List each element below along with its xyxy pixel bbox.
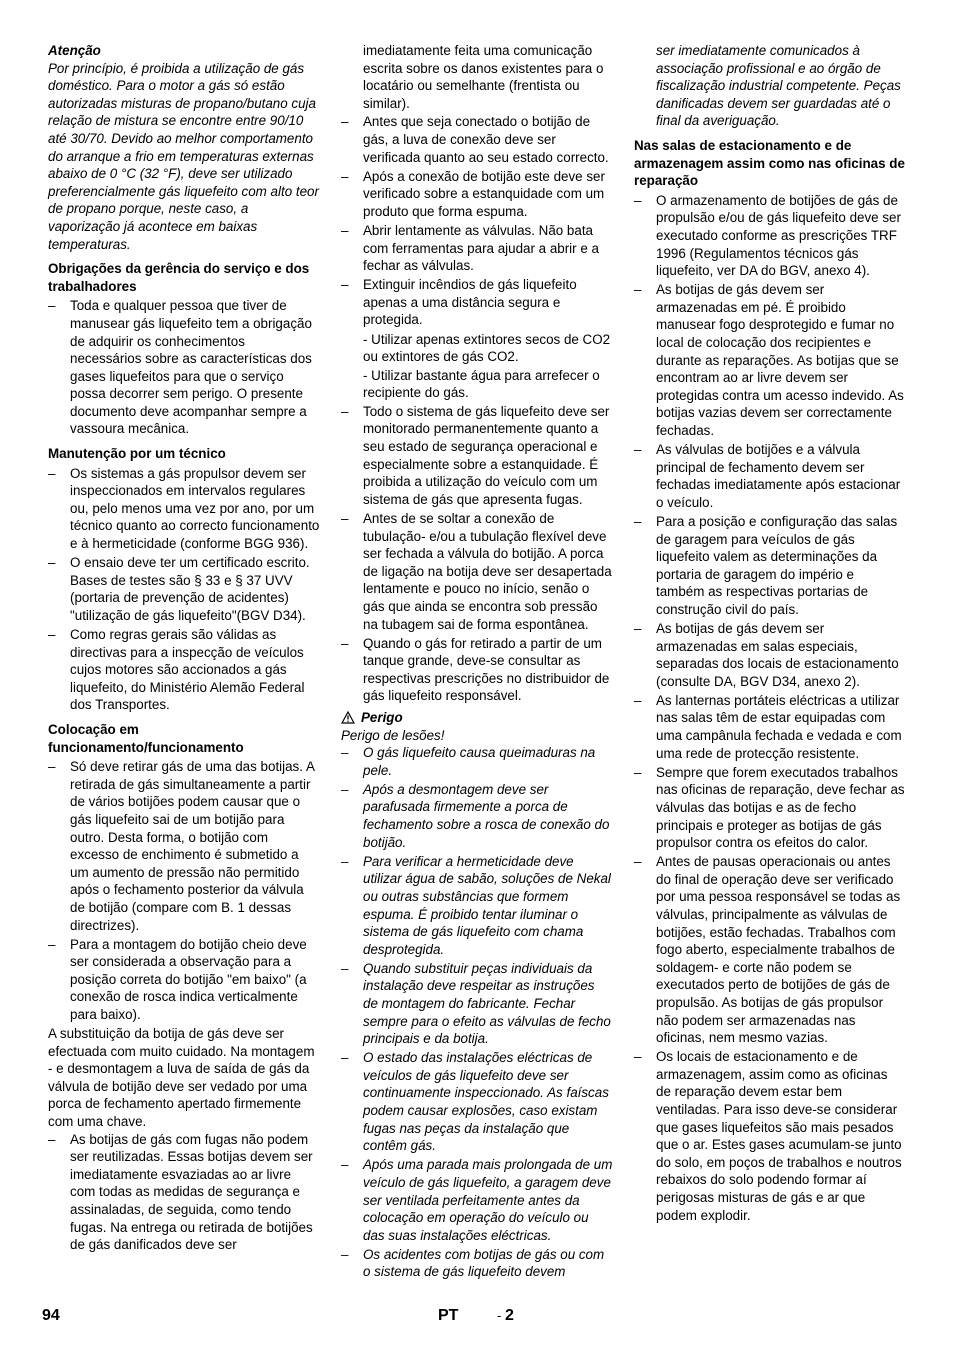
list-item: – As botijas de gás com fugas não podem ser reutilizadas. Essas botijas devem ser imediatamente esvaziadas ao ar livre com todas as medidas de segurança e assinaladas, de seguida, como tendo fugas. Na entrega ou retirada de botijões de gás danificados deve ser (48, 1131, 320, 1254)
page-number: 94 (42, 1307, 60, 1324)
column-right (634, 42, 906, 1226)
section-value: 2 (504, 1307, 514, 1324)
list-item: – Os acidentes com botijas de gás ou com o sistema de gás liquefeito devem (341, 1246, 613, 1281)
continuation-text: imediatamente feita uma comunicação escrita sobre os danos existentes para o locatário ou semelhante (frentista ou similar). (363, 43, 604, 111)
list-item: – Após a desmontagem deve ser parafusada firmemente a porca de fechamento sobre a rosca de conexão do botijão. (341, 781, 613, 851)
list-item: – As lanternas portáteis eléctricas a utilizar nas salas têm de estar equipadas com uma campânula fechada e vedada e com uma rede de protecção resistente. (634, 692, 906, 762)
list-item: – Antes que seja conectado o botijão de gás, a luva de conexão deve ser verificada quanto ao seu estado correcto. (341, 113, 613, 166)
list-item: – Antes de se soltar a conexão de tubulação- e/ou a tubulação flexível deve ser fechada a válvula do botijão. A porca de ligação na botija deve ser desapertada lentamente e pouco no início, senão o gás que ainda se encontra sob pressão na tubagem sai de forma espontânea. (341, 510, 613, 633)
list-item: – Para a posição e configuração das salas de garagem para veículos de gás liquefeito valem as determinações da portaria de garagem do império e também as respectivas portarias de construção civil do país. (634, 513, 906, 619)
replacement-text: A substituição da botija de gás deve ser efectuada com muito cuidado. Na montagem - e desmontagem a luva de saída de gás da válvula de botijão deve ser vedado por uma porca de fechamento apertado firmemente com uma chave. (48, 1026, 315, 1130)
language-code: PT (438, 1307, 459, 1324)
cooling-note: - Utilizar bastante água para arrefecer o recipiente do gás. (363, 367, 600, 401)
list-item: – Quando substituir peças individuais da instalação deve respeitar as instruções de montagem do fabricante. Fechar sempre para o efeito as válvulas de fecho principais e da botija. (341, 960, 613, 1048)
column-middle (341, 42, 613, 1282)
attention-title: Atenção (48, 43, 101, 58)
list-item: – Para verificar a hermeticidade deve utilizar água de sabão, soluções de Nekal ou outras substâncias que formem espuma. É proibido tentar iluminar o sistema de gás liquefeito com chama desprotegida. (341, 853, 613, 959)
list-item: – O armazenamento de botijões de gás de propulsão e/ou de gás liquefeito deve ser executado conforme as prescrições TRF 1996 (Regulamentos técnicos gás liquefeito, ver DA do BGV, anexo 4). (634, 192, 906, 280)
list-item: – Como regras gerais são válidas as directivas para a inspecção de veículos cujos motores são accionados a gás liquefeito, do Ministério Alemão Federal dos Transportes. (48, 626, 320, 714)
heading-obligations: Obrigações da gerência do serviço e dos trabalhadores (48, 261, 310, 294)
continuation-text: ser imediatamente comunicados à associação profissional e ao órgão de fiscalização industrial competente. Peças danificadas devem ser guardadas até o final da averiguação. (656, 43, 901, 129)
safety-list-b (341, 403, 613, 705)
heading-storage-rooms: Nas salas de estacionamento e de armazenagem assim como nas oficinas de reparação (634, 137, 905, 189)
maintenance-list (48, 465, 320, 714)
replacement-list (48, 1131, 320, 1254)
attention-text: Por princípio, é proibida a utilização de gás doméstico. Para o motor a gás só estão autorizadas misturas de propano/butano cuja relação de mistura se encontre entre 90/10 até 30/70. Devido ao melhor comportamento do arranque a frio em temperaturas externas abaixo de 0 °C (32 °F), deve ser utilizado preferencialmente gás liquefeito com alto teor de propano porque, neste caso, a vaporização já acontece em baixas temperaturas. (48, 60, 319, 252)
section-prefix: - (497, 1308, 505, 1323)
list-item: – Todo o sistema de gás liquefeito deve ser monitorado permanentemente quanto a seu estado de segurança operacional e especialmente sobre a estanquidade. É proibida a utilização do veículo com um sistema de gás que apresenta fugas. (341, 403, 613, 509)
danger-title: Perigo (361, 709, 403, 725)
section-number (497, 1307, 514, 1325)
list-item: – As válvulas de botijões e a válvula principal de fechamento devem ser fechadas imediatamente após estacionar o veículo. (634, 441, 906, 511)
list-item: – Quando o gás for retirado a partir de um tanque grande, deve-se consultar as respectivas prescrições no distribuidor de gás liquefeito responsável. (341, 635, 613, 705)
list-item: – Toda e qualquer pessoa que tiver de manusear gás liquefeito tem a obrigação de adquirir os conhecimentos necessários sobre as características dos gases liquefeitos para que o serviço possa decorrer sem perigo. O presente documento deve acompanhar sempre a vassoura mecânica. (48, 297, 320, 438)
list-item: – Extinguir incêndios de gás liquefeito apenas a uma distância segura e protegida. (341, 276, 613, 329)
list-item: – Abrir lentamente as válvulas. Não bata com ferramentas para ajudar a abrir e a fechar as válvulas. (341, 222, 613, 275)
list-item: – As botijas de gás devem ser armazenadas em salas especiais, separadas dos locais de estacionamento (consulte DA, BGV D34, anexo 2). (634, 620, 906, 690)
danger-list (341, 744, 613, 1281)
list-item: – Antes de pausas operacionais ou antes do final de operação deve ser verificado por uma pessoa responsável se todas as válvulas, principalmente as válvulas de botijões, estão fechadas. Trabalhos com fogo aberto, especialmente trabalhos de soldagem- e corte não podem se executados perto de botijões de gás de propulsão. As botijas de gás propulsor não podem ser armazenadas nas oficinas, nem mesmo vazias. (634, 853, 906, 1047)
danger-subtitle: Perigo de lesões! (341, 727, 445, 743)
warning-triangle-icon (341, 711, 355, 724)
list-item: – Só deve retirar gás de uma das botijas. A retirada de gás simultaneamente a partir de vários botijões podem causar que o gás liquefeito sai de um botijão para outro. Desta forma, o botijão com excesso de enchimento é submetido a um aumento de pressão não permitido após o fechamento posterior da válvula de botijão (compare com B. 1 dessas directrizes). (48, 758, 320, 934)
list-item: – Após uma parada mais prolongada de um veículo de gás liquefeito, a garagem deve ser ventilada perfeitamente antes da colocação em operação do veículo ou das suas instalações eléctricas. (341, 1156, 613, 1244)
list-item: – Para a montagem do botijão cheio deve ser considerada a observação para a posição correta do botijão "em baixo" (a conexão de rosca indica verticalmente para baixo). (48, 936, 320, 1024)
list-item: – Após a conexão de botijão este deve ser verificado sobre a estanquidade com um produto que forma espuma. (341, 168, 613, 221)
list-item: – Os sistemas a gás propulsor devem ser inspeccionados em intervalos regulares ou, pelo menos uma vez por ano, por um técnico quanto ao correcto funcionamento e à hermeticidade (conforme BGG 936). (48, 465, 320, 553)
list-item: – O estado das instalações eléctricas de veículos de gás liquefeito deve ser continuamente inspeccionado. As faíscas podem causar explosões, caso existam fugas nas peças da instalação que contêm gás. (341, 1049, 613, 1155)
list-item: – Os locais de estacionamento e de armazenagem, assim como as oficinas de reparação devem estar bem ventiladas. Para isso deve-se considerar que gases liquefeitos são mais pesados que o ar. Estes gases acumulam-se junto do solo, em poços de trabalhos e noutros rebaixos do solo podendo formar aí perigosas misturas de gás e ar que podem explodir. (634, 1048, 906, 1224)
list-item: – O gás liquefeito causa queimaduras na pele. (341, 744, 613, 779)
list-item: – O ensaio deve ter um certificado escrito. Bases de testes são § 33 e § 37 UVV (portaria de prevenção de acidentes) "utilização de gás liquefeito"(BGV D34). (48, 554, 320, 624)
list-item: – Sempre que forem executados trabalhos nas oficinas de reparação, deve fechar as válvulas das botijas e as de fecho principais e proteger as botijas de gás propulsor contra os efeitos do calor. (634, 764, 906, 852)
storage-list (634, 192, 906, 1224)
extinguisher-note: - Utilizar apenas extintores secos de CO2 ou extintores de gás CO2. (363, 331, 611, 365)
list-item: – As botijas de gás devem ser armazenadas em pé. É proibido manusear fogo desprotegido e fumar no local de colocação dos recipientes e durante as reparações. As botijas que se encontram ao ar livre devem ser protegidas contra um acesso indevido. As botijas vazias devem ser correctamente fechadas. (634, 281, 906, 439)
heading-maintenance: Manutenção por um técnico (48, 446, 226, 462)
heading-commissioning: Colocação em funcionamento/funcionamento (48, 721, 244, 755)
column-left (48, 42, 320, 1255)
obligations-list (48, 297, 320, 438)
commissioning-list (48, 758, 320, 1023)
safety-list-a (341, 113, 613, 329)
danger-heading (341, 709, 613, 727)
